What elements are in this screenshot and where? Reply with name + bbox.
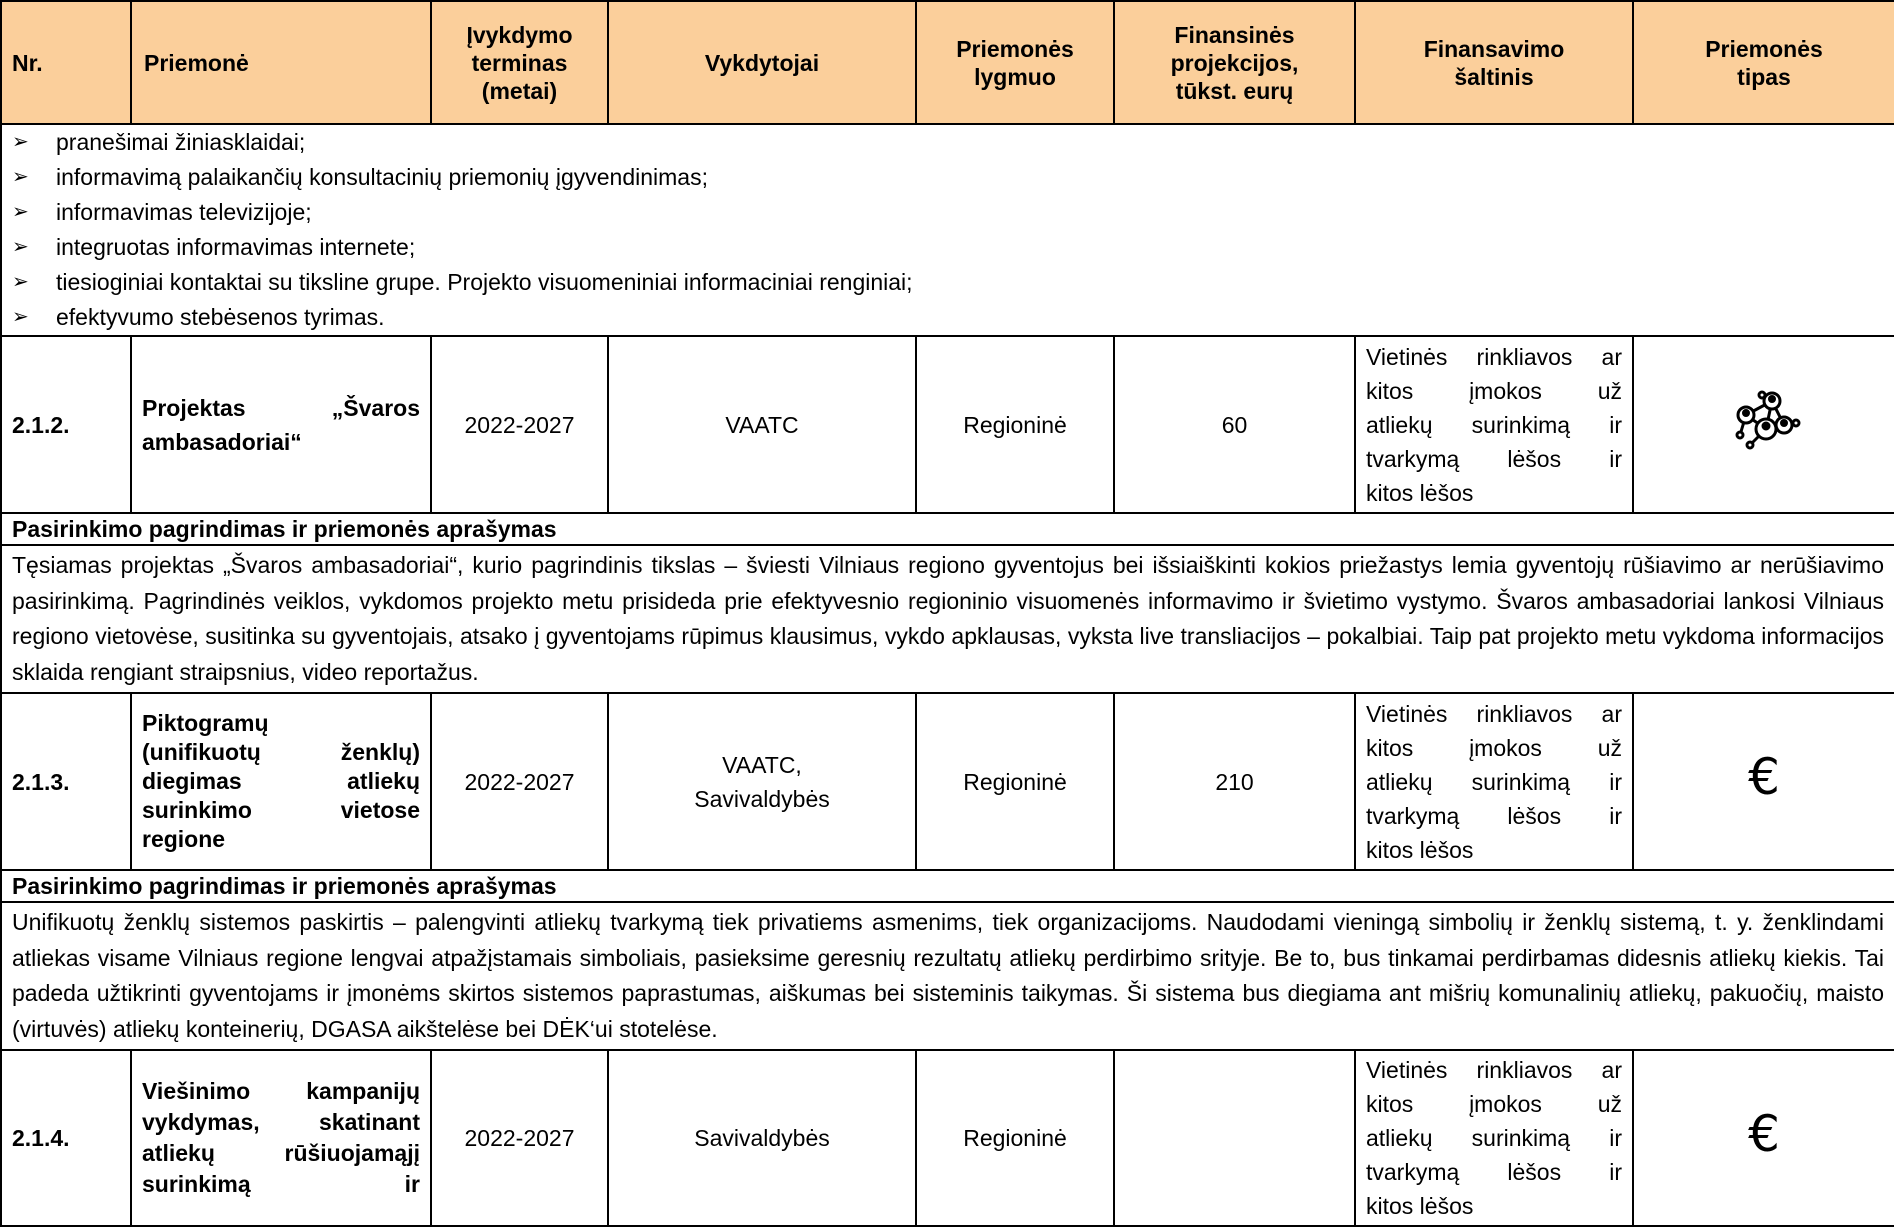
list-item: ➢ integruotas informavimas internete;	[12, 230, 1884, 265]
table-header-row	[1, 1, 1894, 124]
table-row	[1, 336, 1894, 513]
table-row	[1, 693, 1894, 870]
bullet-list-cell	[1, 124, 1894, 336]
arrow-bullet-icon: ➢	[12, 306, 29, 328]
header-terminas: Įvykdymo terminas (metai)	[431, 1, 608, 124]
funding-source-cell: Vietinės rinkliavos ar kitos įmokos už atliekų surinkimą ir tvarkymą lėšos ir kitos lėšos	[1355, 693, 1633, 870]
executor-cell: VAATC, Savivaldybės	[608, 693, 916, 870]
header-finansines: Finansinės projekcijos, tūkst. eurų	[1114, 1, 1355, 124]
list-item: ➢ efektyvumo stebėsenos tyrimas.	[12, 300, 1884, 335]
list-item: ➢ informavimą palaikančių konsultacinių priemonių įgyvendinimas;	[12, 160, 1884, 195]
level-cell: Regioninė	[916, 1050, 1114, 1226]
finance-cell: 210	[1114, 693, 1355, 870]
header-lygmuo: Priemonės lygmuo	[916, 1, 1114, 124]
bullet-list	[12, 125, 1884, 335]
header-saltinis: Finansavimo šaltinis	[1355, 1, 1633, 124]
section-title-row	[1, 870, 1894, 902]
arrow-bullet-icon: ➢	[12, 236, 29, 258]
arrow-bullet-icon: ➢	[12, 201, 29, 223]
bullets-row	[1, 124, 1894, 336]
term-cell: 2022-2027	[431, 693, 608, 870]
funding-source-cell: Vietinės rinkliavos ar kitos įmokos už atliekų surinkimą ir tvarkymą lėšos ir kitos lėšos	[1355, 1050, 1633, 1226]
finance-cell	[1114, 1050, 1355, 1226]
header-priemone: Priemonė	[131, 1, 431, 124]
executor-cell: Savivaldybės	[608, 1050, 916, 1226]
row-number: 2.1.3.	[1, 693, 131, 870]
level-cell: Regioninė	[916, 693, 1114, 870]
header-nr: Nr.	[1, 1, 131, 124]
term-cell: 2022-2027	[431, 336, 608, 513]
table-row	[1, 1050, 1894, 1226]
euro-icon: €	[1748, 748, 1780, 806]
network-people-icon	[1726, 387, 1802, 453]
section-title: Pasirinkimo pagrindimas ir priemonės aprašymas	[1, 870, 1894, 902]
executor-cell: VAATC	[608, 336, 916, 513]
measure-name: Projektas „Švaros ambasadoriai“	[131, 336, 431, 513]
description-row	[1, 545, 1894, 693]
euro-icon: €	[1748, 1104, 1780, 1163]
list-item: ➢ tiesioginiai kontaktai su tiksline grupe. Projekto visuomeniniai informaciniai renginiai;	[12, 265, 1884, 300]
row-number: 2.1.2.	[1, 336, 131, 513]
row-number: 2.1.4.	[1, 1050, 131, 1226]
section-title: Pasirinkimo pagrindimas ir priemonės aprašymas	[1, 513, 1894, 545]
arrow-bullet-icon: ➢	[12, 131, 29, 153]
description-text: Tęsiamas projektas „Švaros ambasadoriai“, kurio pagrindinis tikslas – šviesti Vilniaus regiono gyventojus bei išsiaiškinti kokios priežastys lemia gyventojų rūšiavimo ar nerūšiavimo pasirinkimą. Pagrindinės veiklos, vykdomos projekto metu prisideda prie efektyvesnio regioninio visuomenės informavimo ir švietimo vystymo. Švaros ambasadoriai lankosi Vilniaus regiono vietovėse, susitinka su gyventojais, atsako į gyventojams rūpimus klausimus, vykdo apklausas, vyksta live transliacijos – pokalbiai. Taip pat projekto metu vykdoma informacijos sklaida rengiant straipsnius, video reportažus.	[1, 545, 1894, 693]
list-item: ➢ informavimas televizijoje;	[12, 195, 1884, 230]
measure-type-cell	[1633, 693, 1894, 870]
funding-source-cell: Vietinės rinkliavos ar kitos įmokos už atliekų surinkimą ir tvarkymą lėšos ir kitos lėšos	[1355, 336, 1633, 513]
description-row	[1, 902, 1894, 1050]
description-text: Unifikuotų ženklų sistemos paskirtis – palengvinti atliekų tvarkymą tiek privatiems asmenims, tiek organizacijoms. Naudodami vieningą simbolių ir ženklų sistemą, t. y. ženklindami atliekas visame Vilniaus regione lengvai atpažįstamais simboliais, pasieksime geresnių rezultatų atliekų perdirbimo srityje. Be to, bus tinkamai perdirbamas didesnis atliekų kiekis. Tai padeda užtikrinti gyventojams ir įmonėms skirtos sistemos paprastumas, aiškumas bei sisteminis taikymas. Ši sistema bus diegiama ant mišrių komunalinių atliekų, pakuočių, maisto (virtuvės) atliekų konteinerių, DGASA aikštelėse bei DĖK‘ui stotelėse.	[1, 902, 1894, 1050]
header-tipas: Priemonės tipas	[1633, 1, 1894, 124]
finance-cell: 60	[1114, 336, 1355, 513]
measure-name: Piktogramų (unifikuotų ženklų) diegimas atliekų surinkimo vietose regione	[131, 693, 431, 870]
header-vykdytojai: Vykdytojai	[608, 1, 916, 124]
list-item: ➢ pranešimai žiniasklaidai;	[12, 125, 1884, 160]
section-title-row	[1, 513, 1894, 545]
measure-type-cell	[1633, 1050, 1894, 1226]
measure-name: Viešinimo kampanijų vykdymas, skatinant atliekų rūšiuojamąjį surinkimą ir	[131, 1050, 431, 1226]
arrow-bullet-icon: ➢	[12, 271, 29, 293]
term-cell: 2022-2027	[431, 1050, 608, 1226]
measure-type-cell	[1633, 336, 1894, 513]
arrow-bullet-icon: ➢	[12, 166, 29, 188]
level-cell: Regioninė	[916, 336, 1114, 513]
